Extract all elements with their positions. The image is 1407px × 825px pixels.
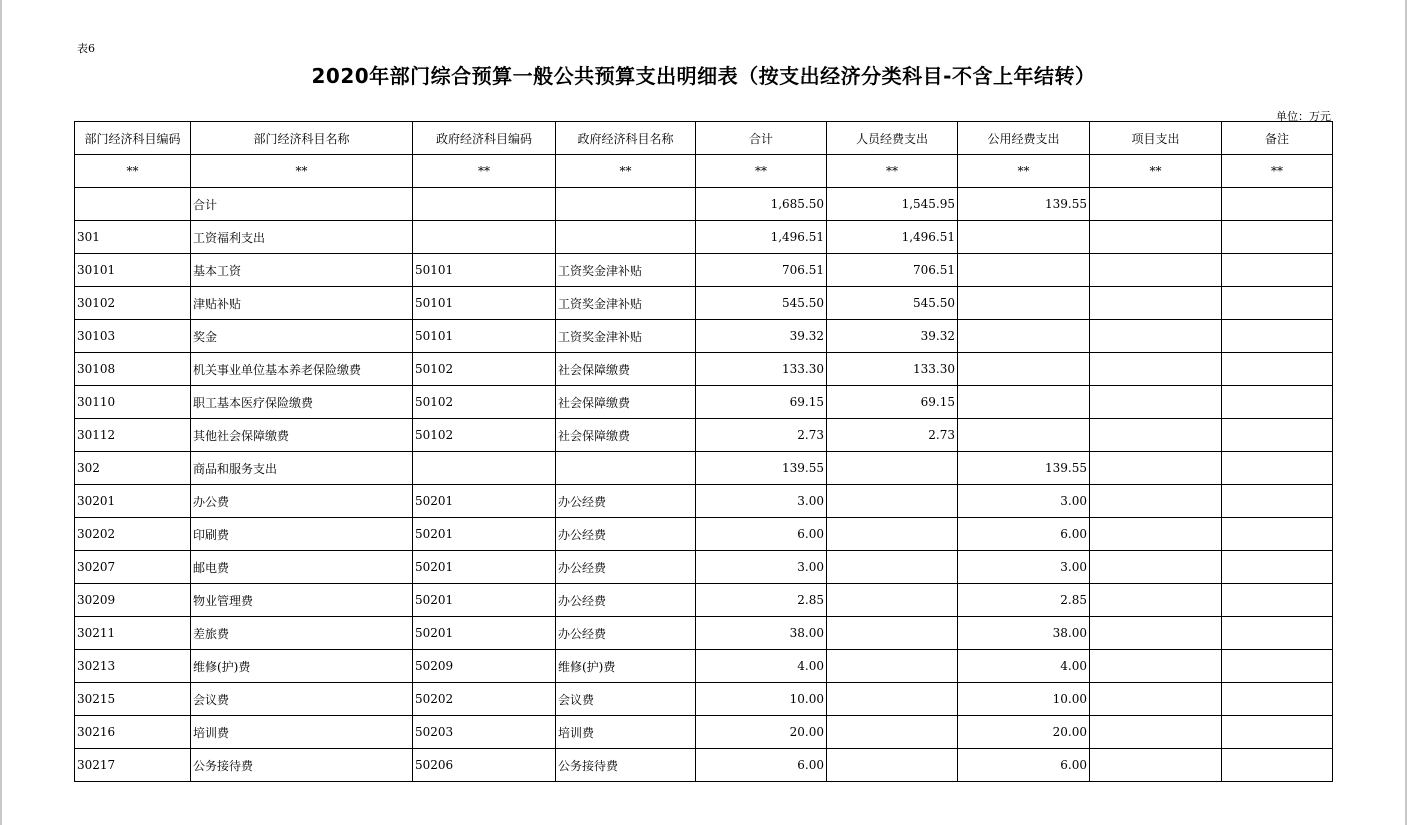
table-row <box>75 353 1333 386</box>
cell-note <box>1222 419 1333 452</box>
col-gov-name-header: 政府经济科目名称 <box>556 122 696 155</box>
cell-gov-name: 办公经费 <box>556 485 696 518</box>
cell-total: 6.00 <box>696 518 827 551</box>
table-row <box>75 749 1333 782</box>
cell-total: 139.55 <box>696 452 827 485</box>
cell-total: 1,496.51 <box>696 221 827 254</box>
cell-dept-code: 30207 <box>75 551 191 584</box>
cell-total: 1,685.50 <box>696 188 827 221</box>
table-row <box>75 617 1333 650</box>
cell-note <box>1222 386 1333 419</box>
cell-project <box>1090 749 1222 782</box>
col-project-header: 项目支出 <box>1090 122 1222 155</box>
cell-note <box>1222 617 1333 650</box>
placeholder-row <box>75 155 1333 188</box>
cell-dept-code: 30211 <box>75 617 191 650</box>
cell-note <box>1222 551 1333 584</box>
table-number: 表6 <box>77 42 95 55</box>
cell-dept-name: 津贴补贴 <box>191 287 413 320</box>
table-row <box>75 683 1333 716</box>
cell-public: 3.00 <box>958 485 1090 518</box>
placeholder-cell: ** <box>958 155 1090 188</box>
cell-public: 3.00 <box>958 551 1090 584</box>
cell-dept-name: 奖金 <box>191 320 413 353</box>
cell-project <box>1090 254 1222 287</box>
cell-note <box>1222 452 1333 485</box>
cell-dept-name: 培训费 <box>191 716 413 749</box>
cell-gov-name <box>556 221 696 254</box>
cell-public <box>958 221 1090 254</box>
unit-label: 单位：万元 <box>1276 110 1331 123</box>
table-row <box>75 287 1333 320</box>
cell-gov-code: 50102 <box>413 353 556 386</box>
cell-note <box>1222 320 1333 353</box>
cell-gov-code: 50102 <box>413 386 556 419</box>
cell-personnel: 2.73 <box>827 419 958 452</box>
cell-gov-name: 工资奖金津补贴 <box>556 320 696 353</box>
table-row <box>75 485 1333 518</box>
cell-project <box>1090 188 1222 221</box>
col-note-header: 备注 <box>1222 122 1333 155</box>
cell-dept-name: 职工基本医疗保险缴费 <box>191 386 413 419</box>
table-row <box>75 584 1333 617</box>
cell-personnel <box>827 452 958 485</box>
cell-dept-code: 30102 <box>75 287 191 320</box>
cell-dept-code: 30112 <box>75 419 191 452</box>
cell-dept-code: 30101 <box>75 254 191 287</box>
cell-gov-name <box>556 452 696 485</box>
cell-dept-code: 30209 <box>75 584 191 617</box>
table-row <box>75 254 1333 287</box>
cell-gov-name <box>556 188 696 221</box>
cell-project <box>1090 551 1222 584</box>
cell-project <box>1090 584 1222 617</box>
cell-dept-name: 基本工资 <box>191 254 413 287</box>
cell-project <box>1090 419 1222 452</box>
cell-personnel: 1,496.51 <box>827 221 958 254</box>
cell-dept-code: 30202 <box>75 518 191 551</box>
cell-note <box>1222 221 1333 254</box>
cell-gov-name: 社会保障缴费 <box>556 419 696 452</box>
cell-note <box>1222 353 1333 386</box>
cell-project <box>1090 518 1222 551</box>
cell-total: 2.73 <box>696 419 827 452</box>
cell-note <box>1222 716 1333 749</box>
cell-personnel <box>827 617 958 650</box>
cell-dept-name: 会议费 <box>191 683 413 716</box>
cell-gov-code <box>413 221 556 254</box>
placeholder-cell: ** <box>1090 155 1222 188</box>
cell-total: 2.85 <box>696 584 827 617</box>
cell-total: 39.32 <box>696 320 827 353</box>
cell-note <box>1222 254 1333 287</box>
cell-personnel: 1,545.95 <box>827 188 958 221</box>
cell-total: 69.15 <box>696 386 827 419</box>
cell-gov-name: 会议费 <box>556 683 696 716</box>
table-row <box>75 518 1333 551</box>
cell-project <box>1090 452 1222 485</box>
cell-dept-code: 301 <box>75 221 191 254</box>
cell-project <box>1090 716 1222 749</box>
cell-personnel <box>827 749 958 782</box>
cell-public: 139.55 <box>958 452 1090 485</box>
cell-gov-code: 50201 <box>413 518 556 551</box>
viewer-left-border <box>0 0 2 825</box>
cell-public <box>958 419 1090 452</box>
cell-project <box>1090 320 1222 353</box>
cell-note <box>1222 287 1333 320</box>
placeholder-cell: ** <box>556 155 696 188</box>
cell-dept-name: 印刷费 <box>191 518 413 551</box>
placeholder-cell: ** <box>827 155 958 188</box>
cell-dept-name: 维修(护)费 <box>191 650 413 683</box>
placeholder-cell: ** <box>696 155 827 188</box>
col-total-header: 合计 <box>696 122 827 155</box>
col-dept-code-header: 部门经济科目编码 <box>75 122 191 155</box>
cell-personnel: 545.50 <box>827 287 958 320</box>
cell-public <box>958 386 1090 419</box>
cell-project <box>1090 221 1222 254</box>
table-row <box>75 188 1333 221</box>
cell-dept-name: 合计 <box>191 188 413 221</box>
cell-total: 6.00 <box>696 749 827 782</box>
cell-dept-code: 30213 <box>75 650 191 683</box>
cell-note <box>1222 650 1333 683</box>
cell-public: 10.00 <box>958 683 1090 716</box>
cell-gov-code: 50201 <box>413 617 556 650</box>
cell-personnel: 706.51 <box>827 254 958 287</box>
cell-dept-name: 邮电费 <box>191 551 413 584</box>
document-title: 2020年部门综合预算一般公共预算支出明细表（按支出经济分类科目-不含上年结转） <box>311 64 1096 88</box>
budget-table <box>74 121 1333 782</box>
cell-dept-code: 30217 <box>75 749 191 782</box>
cell-total: 20.00 <box>696 716 827 749</box>
cell-dept-name: 公务接待费 <box>191 749 413 782</box>
header-row <box>75 122 1333 155</box>
cell-gov-code: 50101 <box>413 320 556 353</box>
cell-note <box>1222 188 1333 221</box>
cell-public: 2.85 <box>958 584 1090 617</box>
cell-personnel <box>827 716 958 749</box>
table-row <box>75 650 1333 683</box>
cell-gov-name: 办公经费 <box>556 617 696 650</box>
cell-dept-name: 商品和服务支出 <box>191 452 413 485</box>
cell-gov-code: 50201 <box>413 551 556 584</box>
cell-personnel <box>827 650 958 683</box>
cell-personnel <box>827 584 958 617</box>
cell-total: 38.00 <box>696 617 827 650</box>
cell-personnel: 69.15 <box>827 386 958 419</box>
cell-dept-name: 工资福利支出 <box>191 221 413 254</box>
cell-note <box>1222 518 1333 551</box>
placeholder-cell: ** <box>1222 155 1333 188</box>
cell-dept-name: 差旅费 <box>191 617 413 650</box>
cell-personnel: 39.32 <box>827 320 958 353</box>
cell-personnel <box>827 683 958 716</box>
cell-gov-name: 办公经费 <box>556 584 696 617</box>
table-row <box>75 716 1333 749</box>
cell-public: 20.00 <box>958 716 1090 749</box>
cell-personnel <box>827 485 958 518</box>
table-row <box>75 551 1333 584</box>
table-row <box>75 452 1333 485</box>
cell-dept-name: 办公费 <box>191 485 413 518</box>
cell-personnel: 133.30 <box>827 353 958 386</box>
cell-public <box>958 353 1090 386</box>
cell-note <box>1222 485 1333 518</box>
cell-gov-code: 50201 <box>413 584 556 617</box>
cell-project <box>1090 386 1222 419</box>
cell-gov-name: 工资奖金津补贴 <box>556 254 696 287</box>
cell-project <box>1090 683 1222 716</box>
cell-public: 139.55 <box>958 188 1090 221</box>
cell-gov-name: 社会保障缴费 <box>556 386 696 419</box>
cell-dept-code: 30103 <box>75 320 191 353</box>
cell-total: 3.00 <box>696 551 827 584</box>
cell-dept-code: 30215 <box>75 683 191 716</box>
placeholder-cell: ** <box>413 155 556 188</box>
cell-dept-name: 物业管理费 <box>191 584 413 617</box>
cell-total: 10.00 <box>696 683 827 716</box>
cell-personnel <box>827 518 958 551</box>
cell-dept-code: 30108 <box>75 353 191 386</box>
cell-dept-code: 30216 <box>75 716 191 749</box>
cell-gov-code: 50102 <box>413 419 556 452</box>
cell-gov-code: 50201 <box>413 485 556 518</box>
cell-gov-code: 50209 <box>413 650 556 683</box>
cell-note <box>1222 749 1333 782</box>
cell-dept-name: 机关事业单位基本养老保险缴费 <box>191 353 413 386</box>
cell-public <box>958 287 1090 320</box>
cell-public <box>958 320 1090 353</box>
cell-project <box>1090 650 1222 683</box>
cell-dept-code: 30201 <box>75 485 191 518</box>
cell-public: 38.00 <box>958 617 1090 650</box>
cell-project <box>1090 287 1222 320</box>
cell-note <box>1222 584 1333 617</box>
cell-gov-code: 50101 <box>413 254 556 287</box>
cell-total: 706.51 <box>696 254 827 287</box>
cell-gov-code: 50202 <box>413 683 556 716</box>
table-row <box>75 419 1333 452</box>
table-row <box>75 320 1333 353</box>
cell-dept-code <box>75 188 191 221</box>
cell-gov-code: 50101 <box>413 287 556 320</box>
table-row <box>75 386 1333 419</box>
cell-gov-name: 培训费 <box>556 716 696 749</box>
col-public-header: 公用经费支出 <box>958 122 1090 155</box>
col-gov-code-header: 政府经济科目编码 <box>413 122 556 155</box>
cell-gov-name: 公务接待费 <box>556 749 696 782</box>
cell-public: 4.00 <box>958 650 1090 683</box>
cell-project <box>1090 353 1222 386</box>
cell-gov-name: 办公经费 <box>556 518 696 551</box>
cell-dept-name: 其他社会保障缴费 <box>191 419 413 452</box>
placeholder-cell: ** <box>75 155 191 188</box>
placeholder-cell: ** <box>191 155 413 188</box>
cell-gov-name: 工资奖金津补贴 <box>556 287 696 320</box>
cell-gov-name: 社会保障缴费 <box>556 353 696 386</box>
cell-gov-name: 办公经费 <box>556 551 696 584</box>
cell-total: 545.50 <box>696 287 827 320</box>
cell-gov-code: 50206 <box>413 749 556 782</box>
cell-dept-code: 302 <box>75 452 191 485</box>
cell-gov-code <box>413 188 556 221</box>
cell-total: 3.00 <box>696 485 827 518</box>
cell-project <box>1090 617 1222 650</box>
col-dept-name-header: 部门经济科目名称 <box>191 122 413 155</box>
cell-dept-code: 30110 <box>75 386 191 419</box>
col-personnel-header: 人员经费支出 <box>827 122 958 155</box>
cell-public: 6.00 <box>958 749 1090 782</box>
cell-gov-name: 维修(护)费 <box>556 650 696 683</box>
cell-public: 6.00 <box>958 518 1090 551</box>
cell-public <box>958 254 1090 287</box>
cell-project <box>1090 485 1222 518</box>
cell-total: 4.00 <box>696 650 827 683</box>
table-row <box>75 221 1333 254</box>
cell-personnel <box>827 551 958 584</box>
cell-total: 133.30 <box>696 353 827 386</box>
cell-gov-code <box>413 452 556 485</box>
cell-gov-code: 50203 <box>413 716 556 749</box>
cell-note <box>1222 683 1333 716</box>
